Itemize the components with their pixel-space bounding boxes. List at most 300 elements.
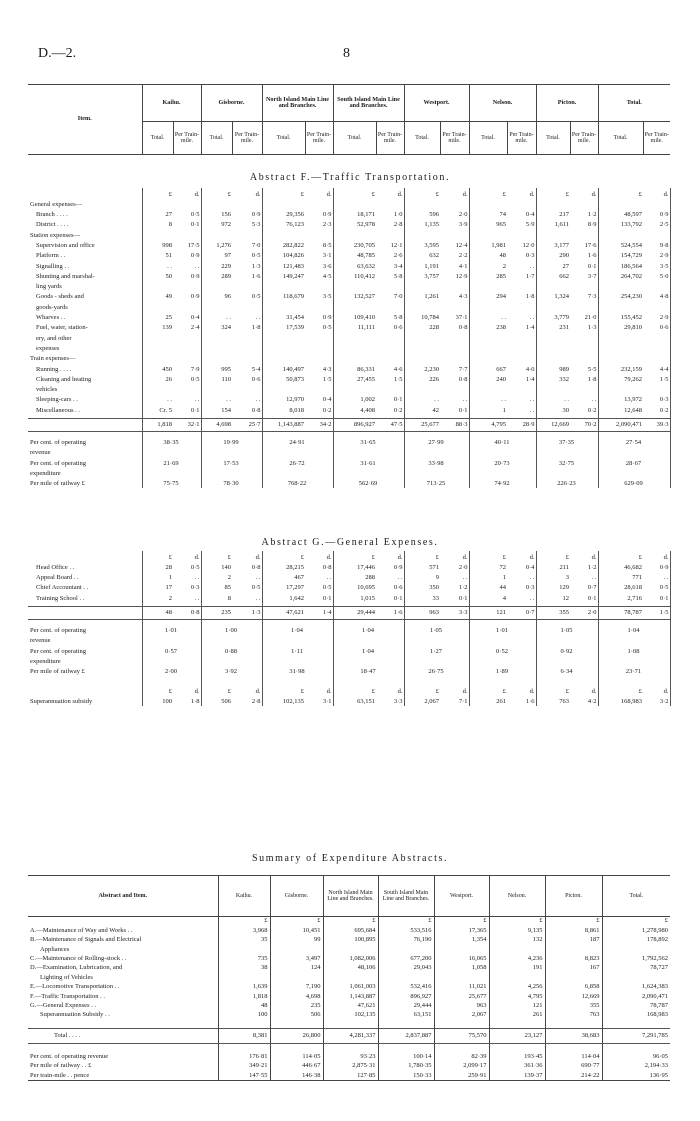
ratio-row [28,436,670,446]
unit-symbol: £ [502,553,506,561]
row-value [404,301,440,311]
row-value: 0·1 [376,592,404,602]
row-value [333,198,376,208]
row-value [305,352,333,362]
total-row-label [28,419,142,432]
spacer-cell [270,1044,323,1053]
row-label: Platform . . [28,249,142,259]
row-value: 771 [632,574,642,582]
row-value: 1,191 [424,262,439,270]
row-value: 29,810 [624,324,642,332]
summary-ratio-value: 690·77 [545,1062,602,1071]
row-value: 294 [496,293,506,301]
data-row [28,383,670,393]
row-value: 290 [559,252,569,260]
summary-total-value: 26,800 [270,1029,323,1044]
group-header-kaihu: Kaihu. [142,85,201,122]
ratio-row-value: 24·91 [262,436,333,446]
row-value: 1,981 [491,241,506,249]
row-value: 2·9 [643,311,670,321]
row-value: 2·0 [440,208,469,218]
ratio-row-value: 1·05 [404,624,469,634]
unit-symbol: £ [378,917,434,927]
row-value [232,280,262,290]
row-label: Branch . . . . [28,208,142,218]
summary-ratio-value: 193·45 [489,1052,545,1061]
row-value [570,332,598,342]
superannuation-value: 3·3 [376,696,404,706]
summary-ratio-value: 446·67 [270,1062,323,1071]
row-value: 288 [365,574,375,582]
row-value: 5·0 [643,270,670,280]
row-value: 46,682 [624,563,642,571]
row-value: . . [232,571,262,581]
total-row-cell: 39·3 [643,419,670,432]
row-value: 0·9 [173,291,201,301]
group-header-gisborne: Gisborne. [201,85,262,122]
row-value: 0·6 [376,322,404,332]
row-value: 2 [227,574,231,582]
row-value [201,332,232,342]
units-label [28,188,142,198]
superannuation-value: 1·6 [507,696,536,706]
row-value [643,342,670,352]
row-value: 0·3 [507,249,536,259]
unit-symbol: £ [565,553,569,561]
row-value: 121,483 [282,262,304,270]
row-value: . . [376,571,404,581]
unit-symbol: d. [440,686,469,696]
row-value: 1·8 [570,373,598,383]
row-value: 0·2 [305,404,333,414]
ratio-row-value: 1·04 [333,645,404,655]
summary-value: 3,968 [218,926,270,935]
row-value: 2·4 [173,322,201,332]
summary-units-row [28,917,670,927]
row-value [142,352,173,362]
summary-value: 355 [545,1002,602,1011]
row-value: 97 [224,252,231,260]
row-value [536,280,570,290]
row-value: 0·5 [173,208,201,218]
summary-value: 695,684 [323,926,378,935]
summary-value: 9,135 [489,926,545,935]
unit-symbol: d. [173,188,201,198]
spacer-cell [333,655,404,665]
data-row [28,404,670,414]
spacer-cell [643,676,670,686]
row-value: 0·6 [376,582,404,592]
row-value [507,332,536,342]
data-row [28,249,670,259]
row-value: 0·9 [232,208,262,218]
row-label: Train expenses— [28,352,142,362]
row-value [570,352,598,362]
spacer-cell [232,676,262,686]
row-label: goods-yards [28,301,142,311]
ratio-row [28,645,670,655]
summary-value: 16,065 [434,955,489,964]
row-value: 4·1 [440,260,469,270]
row-value: . . [507,571,536,581]
summary-value: 532,416 [378,983,434,992]
summary-value [323,945,378,954]
row-value [598,229,643,239]
summary-row [28,936,670,945]
summary-value: 48,106 [323,964,378,973]
row-value [507,280,536,290]
superannuation-label: Superannuation subsidy [28,696,142,706]
row-value [142,301,173,311]
row-value: 632 [429,252,439,260]
ratio-row-value: 78·30 [201,477,262,487]
summary-row-label: D.—Examination, Lubrication, and [30,964,123,972]
row-value [440,342,469,352]
row-value: 229 [221,262,231,270]
unit-symbol: £ [371,553,375,561]
row-value [598,383,643,393]
ratio-row-value: 18·47 [333,665,404,675]
sub-header-total: Total. [201,122,232,155]
row-value: 240 [496,375,506,383]
row-value [570,229,598,239]
data-row [28,561,670,571]
row-value: 1·6 [570,249,598,259]
row-label: Supervision and office [28,239,142,249]
row-value: . . [570,571,598,581]
summary-row [28,955,670,964]
ratio-row [28,477,670,487]
row-value: 1·2 [570,561,598,571]
row-value [507,301,536,311]
summary-value: 735 [218,955,270,964]
row-value: 1,642 [289,594,304,602]
spacer-cell [28,676,142,686]
summary-ratio-value: 82·39 [434,1052,489,1061]
summary-value: 8,823 [545,955,602,964]
row-value [376,301,404,311]
row-value [404,383,440,393]
row-value [570,342,598,352]
row-value [570,301,598,311]
row-label: ling yards [28,280,142,290]
row-value: 8 [227,594,231,602]
data-row [28,571,670,581]
summary-ratio-label: Per cent. of operating revenue [30,1052,109,1060]
spacer-cell [201,467,262,477]
total-row-cell: 1,143,887 [262,419,305,432]
summary-value: 187 [545,936,602,945]
row-value [262,280,305,290]
row-value: 0·5 [232,291,262,301]
row-value [142,229,173,239]
unit-symbol: £ [565,190,569,198]
row-value: 232,159 [620,365,642,373]
row-value [262,352,305,362]
spacer-cell [28,1044,218,1053]
sub-header-total: Total. [469,122,507,155]
row-value [643,383,670,393]
summary-value [270,945,323,954]
summary-value: 1,278,980 [602,926,670,935]
row-value: 0·9 [643,561,670,571]
unit-symbol: £ [168,190,172,198]
spacer-cell [333,447,404,457]
row-value [598,342,643,352]
row-label: Goods - sheds and [28,291,142,301]
spacer-cell [28,1020,218,1029]
row-value: 1·4 [507,373,536,383]
row-value: 1,015 [360,594,375,602]
unit-symbol: d. [305,551,333,561]
ratio-row-label-cont: expenditure [28,655,142,665]
row-value: 132,527 [353,293,375,301]
data-row [28,352,670,362]
row-value: 0·1 [570,592,598,602]
summary-value: 167 [545,964,602,973]
row-value: 33 [432,594,439,602]
row-value [440,332,469,342]
row-value: 12·1 [376,239,404,249]
row-value: 96 [224,293,231,301]
spacer-cell [469,467,536,477]
total-row-cell: 88·3 [440,419,469,432]
group-header-south-island: South Island Main Line and Branches. [333,85,404,122]
row-value: 231 [559,324,569,332]
total-row-label [28,607,142,620]
ratio-row-value: 1·11 [262,645,333,655]
unit-symbol: £ [300,688,304,696]
row-value: 264,702 [620,272,642,280]
data-row [28,208,670,218]
ratio-row-value: 20·73 [469,457,536,467]
summary-value: 48 [218,1002,270,1011]
summary-value: 4,795 [489,992,545,1001]
row-value [440,229,469,239]
summary-total-value: 38,683 [545,1029,602,1044]
row-value: 3·5 [643,260,670,270]
spacer-cell [536,447,598,457]
summary-ratio-value: 2,099·17 [434,1062,489,1071]
summary-value: 35 [218,936,270,945]
row-value: 0·7 [570,582,598,592]
summary-total-value: 7,291,785 [602,1029,670,1044]
row-value: 27,455 [357,375,375,383]
spacer-cell [545,1020,602,1029]
spacer-cell [404,634,469,644]
row-value [404,352,440,362]
ratio-row-value: 27·54 [598,436,670,446]
total-row-cell: 1·3 [232,607,262,620]
data-row [28,280,670,290]
sub-header-per-train-mile: Per Train-mile. [570,122,598,155]
unit-symbol: £ [435,553,439,561]
superannuation-value: 1·8 [173,696,201,706]
unit-symbol: £ [602,917,670,927]
row-value [376,342,404,352]
summary-value [378,945,434,954]
units-row [28,188,670,198]
total-row-cell: 896,927 [333,419,376,432]
row-value [507,342,536,352]
spacer-cell [489,1020,545,1029]
row-value: 186,564 [620,262,642,270]
row-value: 1 [168,574,172,582]
row-value: 211 [559,563,569,571]
sub-header-per-train-mile: Per Train-mile. [507,122,536,155]
ratio-row-value: 27·99 [404,436,469,446]
summary-column-header: Westport. [434,876,489,917]
spacer-cell [262,655,333,665]
row-value [201,301,232,311]
summary-value: 7,190 [270,983,323,992]
row-value: . . [305,571,333,581]
row-value: 0·9 [173,249,201,259]
spacer-cell [378,1044,434,1053]
summary-ratio-value: 96·05 [602,1052,670,1061]
row-value [232,198,262,208]
unit-symbol: £ [638,688,642,696]
row-value: . . [507,592,536,602]
row-value: 3·5 [305,291,333,301]
unit-symbol: d. [232,551,262,561]
ratio-row-value: 37·35 [536,436,598,446]
row-value: 0·8 [305,561,333,571]
row-value [643,198,670,208]
summary-ratio-value: 214·22 [545,1071,602,1081]
total-row [28,607,670,620]
row-value [201,383,232,393]
row-value: 9·8 [643,239,670,249]
row-value [333,229,376,239]
summary-value: 963 [434,1002,489,1011]
summary-ratio-value: 147·55 [218,1071,270,1081]
row-value: 1·6 [232,270,262,280]
summary-value [434,945,489,954]
row-value [262,301,305,311]
row-value [305,383,333,393]
row-value: Cr. 5 [159,406,172,414]
spacer-cell [469,676,507,686]
spacer-cell [598,676,643,686]
ratio-row-value: 1·04 [262,624,333,634]
row-value [536,332,570,342]
superannuation-row [28,696,670,706]
unit-symbol: £ [435,190,439,198]
row-value [376,352,404,362]
row-value [469,280,507,290]
row-value [536,198,570,208]
row-value: 0·8 [232,404,262,414]
row-value: 7·0 [232,239,262,249]
row-value [173,198,201,208]
row-value: 0·5 [173,373,201,383]
unit-symbol: £ [168,553,172,561]
row-value: 17,539 [286,324,304,332]
sub-header-per-train-mile: Per Train-mile. [173,122,201,155]
row-value: . . [507,404,536,414]
summary-value: 102,135 [323,1011,378,1020]
spacer-cell [333,676,376,686]
unit-symbol: £ [545,917,602,927]
superannuation-value: 3·1 [305,696,333,706]
row-value: 8·9 [570,219,598,229]
total-row-cell: 47·5 [376,419,404,432]
data-row [28,270,670,280]
row-value: 28,215 [286,563,304,571]
row-value [376,280,404,290]
row-value [262,198,305,208]
row-value: 998 [162,241,172,249]
row-value: 31,454 [286,314,304,322]
row-value [262,229,305,239]
spacer-cell [142,467,201,477]
row-value: 17·6 [570,239,598,249]
unit-symbol: £ [300,190,304,198]
spacer-cell [570,676,598,686]
row-value: . . [507,394,536,404]
unit-symbol: d. [173,686,201,696]
row-value: . . [643,571,670,581]
summary-total-value: 75,570 [434,1029,489,1044]
summary-ratio-value: 139·37 [489,1071,545,1081]
summary-value: 1,061,003 [323,983,378,992]
summary-value: 1,639 [218,983,270,992]
row-value [507,383,536,393]
row-value: 1·7 [507,270,536,280]
unit-symbol: £ [638,553,642,561]
row-value: 5·8 [376,311,404,321]
row-value [404,332,440,342]
row-value: 7·3 [570,291,598,301]
row-value: 0·8 [440,373,469,383]
row-value: . . [570,394,598,404]
row-value: 2,230 [424,365,439,373]
spacer-cell [262,634,333,644]
row-value: 3,757 [424,272,439,280]
summary-row-label: C.—Maintenance of Rolling-stock . . [30,955,127,962]
ratio-row-value: 629·09 [598,477,670,487]
unit-symbol: £ [435,688,439,696]
row-value [598,280,643,290]
summary-ratio-row [28,1052,670,1061]
row-value [262,332,305,342]
unit-symbol: d. [643,686,670,696]
summary-total-value: 4,281,337 [323,1029,378,1044]
total-row-cell: 12,669 [536,419,570,432]
summary-row-label: B.—Maintenance of Signals and Electrical [30,936,142,944]
row-value: 1·5 [376,373,404,383]
row-value: 5·4 [232,363,262,373]
row-value: 0·2 [570,404,598,414]
summary-row-label: A.—Maintenance of Way and Works . . [30,926,133,934]
row-value [404,342,440,352]
row-value: 63,632 [357,262,375,270]
spacer-cell [598,655,670,665]
row-value: 467 [294,574,304,582]
spacer-cell [602,1044,670,1053]
row-value: 28 [165,563,172,571]
row-value: 965 [496,221,506,229]
summary-ratio-value: 2,875·31 [323,1062,378,1071]
row-value: 0·5 [232,582,262,592]
summary-ratio-value: 136·95 [602,1071,670,1081]
total-row-cell: 4,698 [201,419,232,432]
sub-header-total: Total. [598,122,643,155]
row-value: 0·9 [643,208,670,218]
row-value [173,332,201,342]
total-row-cell: 32·1 [173,419,201,432]
